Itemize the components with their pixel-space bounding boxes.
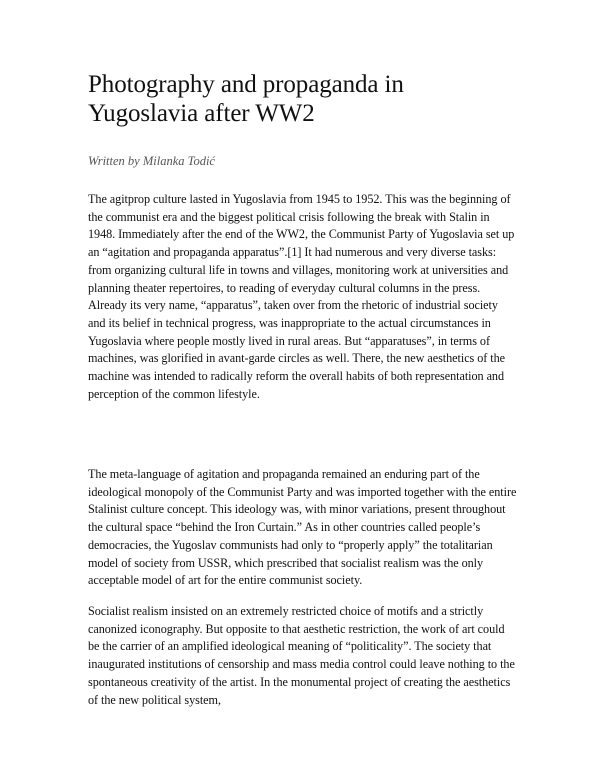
article-paragraph: The meta-language of agitation and propaganda remained an enduring part of the ideological monopoly of the Communist Party and was imported together with the entire Stalinist culture concept. This ideology was, with minor variations, present throughout the cultural space “behind the Iron Curtain.” As in other countries called people’s democracies, the Yugoslav communists had only to “properly apply” the totalitarian model of society from USSR, which prescribed that socialist realism was the only acceptable model of art for the entire communist society. (88, 467, 517, 588)
article-title: Photography and propaganda in Yugoslavia after WW2 (88, 71, 404, 127)
article-paragraph: The agitprop culture lasted in Yugoslavia from 1945 to 1952. This was the beginning of the communist era and the biggest political crisis following the break with Stalin in 1948. Immediately after the end of the WW2, the Communist Party of Yugoslavia set up an “agitation and propaganda apparatus”.[1] It had numerous and very diverse tasks: from organizing cultural life in towns and villages, monitoring work at universities and planning theater repertoires, to reading of everyday cultural columns in the press. Already its very name, “apparatus”, taken over from the rhetoric of industrial society and its belief in technical progress, was inappropriate to the actual circumstances in Yugoslavia where people mostly lived in rural areas. But “apparatuses”, in terms of machines, was glorified in avant-garde circles as well. There, the new aesthetics of the machine was intended to radically reform the overall habits of both representation and perception of the common lifestyle. (88, 192, 515, 401)
article-paragraph: Socialist realism insisted on an extremely restricted choice of motifs and a strictly canonized iconography. But opposite to that aesthetic restriction, the work of art could be the carrier of an amplified ideological meaning of “politicality”. The society that inaugurated institutions of censorship and mass media control could leave nothing to the spontaneous creativity of the artist. In the monumental project of creating the aesthetics of the new political system, (88, 604, 515, 707)
article-page (88, 70, 518, 707)
article-byline: Written by Milanka Todić (88, 154, 215, 168)
